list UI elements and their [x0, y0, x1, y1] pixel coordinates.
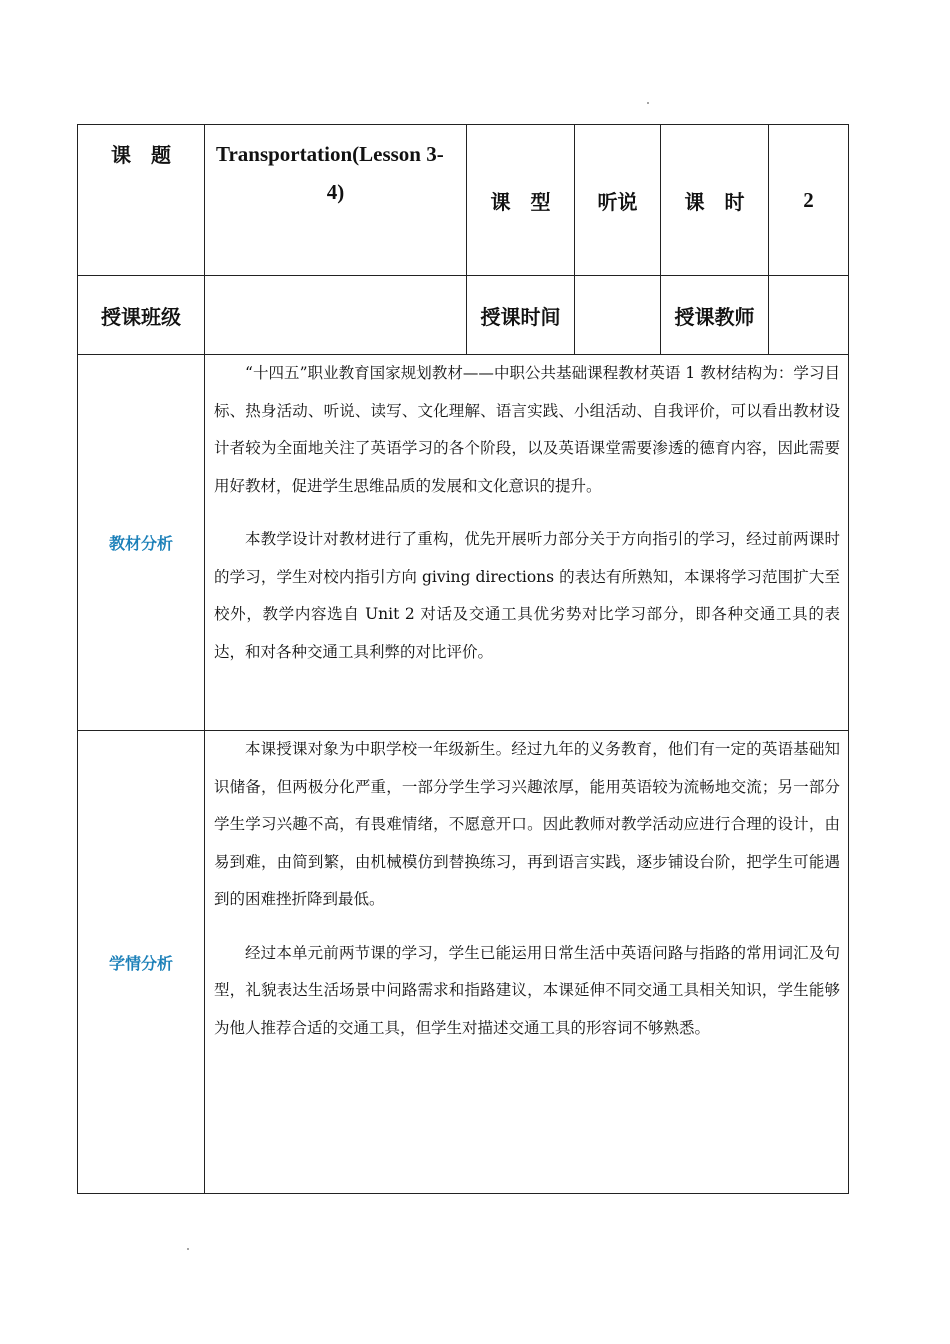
- teacher-value: [769, 276, 849, 355]
- header-row-class: [78, 276, 849, 355]
- type-value: 听说: [575, 125, 661, 276]
- textbook-paragraph-1: “十四五”职业教育国家规划教材——中职公共基础课程教材英语 1 教材结构为：学习目标、热身活动、听说、读写、文化理解、语言实践、小组活动、自我评价，可以看出教材设计者较为全面地关注了英语学习的各个阶段，以及英语课堂需要渗透的德育内容，因此需要用好教材，促进学生思维品质的发展和文化意识的提升。: [214, 364, 840, 495]
- lesson-plan-table: [77, 124, 849, 1194]
- textbook-analysis-content: [205, 355, 849, 731]
- class-value: [205, 276, 467, 355]
- textbook-analysis-label: 教材分析: [78, 355, 205, 731]
- textbook-analysis-row: [78, 355, 849, 731]
- hours-label: 课 时: [661, 125, 769, 276]
- student-paragraph-2: 经过本单元前两节课的学习，学生已能运用日常生活中英语问路与指路的常用词汇及句型，礼貌表达生活场景中问路需求和指路建议，本课延伸不同交通工具相关知识，学生能够为他人推荐合适的交通工具，但学生对描述交通工具的形容词不够熟悉。: [214, 943, 840, 1037]
- teacher-label: 授课教师: [661, 276, 769, 355]
- hours-value: 2: [769, 125, 849, 276]
- time-value: [575, 276, 661, 355]
- topic-label: [78, 125, 205, 276]
- student-analysis-content: [205, 731, 849, 1194]
- student-analysis-label: 学情分析: [78, 731, 205, 1194]
- class-label: 授课班级: [78, 276, 205, 355]
- corner-mark-bottom: [187, 1248, 189, 1250]
- type-label: 课 型: [467, 125, 575, 276]
- textbook-paragraph-2: 本教学设计对教材进行了重构，优先开展听力部分关于方向指引的学习，经过前两课时的学习，学生对校内指引方向 giving directions 的表达有所熟知，本课将学习范围扩大至校外，教学内容选自 Unit 2 对话及交通工具优劣势对比学习部分，即各种交通工具的表达，和对各种交通工具利弊的对比评价。: [214, 530, 840, 661]
- topic-line-1: Transportation(Lesson 3-: [216, 142, 444, 166]
- student-paragraph-1: 本课授课对象为中职学校一年级新生。经过九年的义务教育，他们有一定的英语基础知识储备，但两极分化严重，一部分学生学习兴趣浓厚，能用英语较为流畅地交流；另一部分学生学习兴趣不高，有畏难情绪，不愿意开口。因此教师对教学活动应进行合理的设计，由易到难，由简到繁，由机械模仿到替换练习，再到语言实践，逐步铺设台阶，把学生可能遇到的困难挫折降到最低。: [214, 740, 840, 908]
- topic-line-2: 4): [326, 180, 345, 204]
- header-row-topic: [78, 125, 849, 276]
- student-analysis-row: [78, 731, 849, 1194]
- topic-label-text: 课 题: [111, 143, 171, 167]
- topic-value: [205, 125, 467, 276]
- corner-mark-top: [647, 102, 649, 104]
- time-label: 授课时间: [467, 276, 575, 355]
